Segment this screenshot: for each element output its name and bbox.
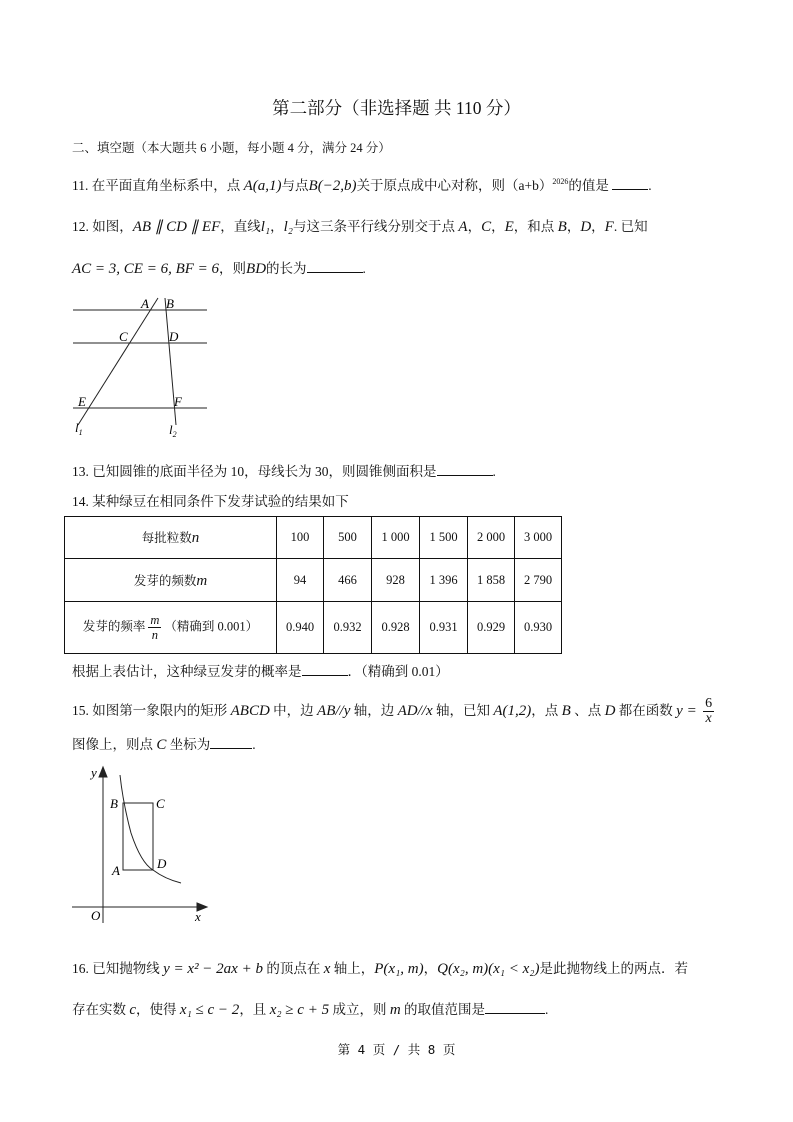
math-expression: C	[481, 219, 492, 235]
page-footer: 第 4 页 / 共 8 页	[337, 1042, 456, 1057]
text: 中，边	[269, 702, 318, 718]
table-cell: 1 396	[420, 559, 468, 602]
text: 存在实数	[72, 1002, 130, 1017]
text: ，直线	[220, 219, 261, 234]
text: ，	[423, 961, 438, 976]
text: ，点	[531, 702, 562, 718]
answer-blank	[210, 736, 252, 749]
table-cell: 1 858	[468, 559, 515, 602]
math-expression: Q(x₂, m)(x₁ < x₂)	[437, 961, 540, 977]
fraction-6-over-x: $\frac{6}{x}$	[705, 696, 713, 726]
label-origin: O	[91, 908, 101, 923]
text: ．（精确到 0.01）	[347, 664, 449, 679]
label-b: B	[110, 796, 118, 811]
row-header: 发芽的频数m	[65, 559, 277, 602]
label-d: D	[157, 856, 167, 871]
question-15-line2	[72, 733, 256, 754]
table-cell: 0.929	[468, 602, 515, 654]
math-expression: B	[557, 219, 567, 235]
table-cell: 100	[277, 517, 324, 559]
text: 成立，则	[329, 1002, 390, 1017]
label-c: C	[119, 329, 128, 344]
question-14	[72, 490, 349, 510]
text: 根据上表估计，这种绿豆发芽的概率是	[72, 664, 302, 679]
question-15-text	[72, 703, 697, 718]
table-row	[65, 517, 562, 559]
table-row	[65, 559, 562, 602]
superscript: 2026	[552, 177, 569, 186]
text: . 已知	[613, 219, 648, 234]
page-title: 第二部分（非选择题 共 110 分）	[272, 98, 521, 118]
answer-blank	[302, 663, 348, 676]
text: ，且	[239, 1002, 270, 1017]
text: 的顶点在	[262, 961, 324, 976]
text: 15. 如图第一象限内的矩形	[72, 702, 231, 718]
text: 12. 如图，	[72, 219, 133, 234]
math-expression: l₂	[283, 219, 294, 235]
text: 轴，边	[350, 702, 398, 718]
text: 轴上，	[330, 961, 375, 976]
text: 的值是	[568, 178, 613, 193]
math-expression: BD	[246, 261, 267, 277]
text: 16. 已知抛物线	[72, 961, 164, 976]
math-expression: A(1,2)	[493, 702, 532, 719]
table-cell: 0.930	[515, 602, 562, 654]
text: 14. 某种绿豆在相同条件下发芽试验的结果如下	[72, 494, 349, 509]
fraction-m-over-n: $\frac{m}{n}$	[150, 613, 160, 642]
math-expression: AD//x	[397, 702, 433, 719]
text: ，	[467, 219, 482, 234]
label-c: C	[156, 796, 165, 811]
math-expression: P(x₁, m)	[374, 961, 424, 977]
text: ，	[591, 219, 605, 234]
question-13	[72, 460, 496, 480]
text: 坐标为	[166, 737, 211, 752]
table-cell: 2 790	[515, 559, 562, 602]
table-cell: 3 000	[515, 517, 562, 559]
math-expression: x₂ ≥ c + 5	[269, 1002, 330, 1018]
math-expression: A(a,1)	[243, 178, 282, 194]
table-cell: 0.931	[420, 602, 468, 654]
math-expression: c	[129, 1002, 137, 1018]
text: ，和点	[513, 219, 558, 234]
rectangle-abcd	[123, 803, 153, 870]
text: 的取值范围是	[400, 1002, 486, 1017]
table-cell: 2 000	[468, 517, 515, 559]
text: 与这三条平行线分别交于点	[293, 219, 459, 234]
answer-blank	[437, 463, 493, 476]
y-axis-arrow	[99, 767, 107, 777]
rectangle-hyperbola-figure	[65, 763, 215, 928]
label-a: A	[112, 863, 120, 878]
question-16-line2	[72, 998, 548, 1019]
text: 轴，已知	[432, 702, 494, 718]
label-l2: $l_2$	[169, 422, 177, 439]
table-cell: 1 500	[420, 517, 468, 559]
question-16-line1	[72, 957, 688, 978]
math-expression: C	[156, 737, 167, 753]
table-cell: 0.940	[277, 602, 324, 654]
label-d: D	[169, 329, 179, 344]
math-expression: D	[604, 702, 616, 719]
text: 11. 在平面直角坐标系中，点	[72, 178, 244, 193]
text: 关于原点成中心对称，则（a+b）	[356, 178, 553, 193]
table-cell: 94	[277, 559, 324, 602]
math-expression: AB ∥ CD ∥ EF	[132, 219, 221, 235]
label-l1: $l_1$	[75, 420, 83, 437]
math-expression: F	[604, 219, 614, 235]
question-12-line2	[72, 257, 366, 278]
math-expression: x	[323, 961, 331, 977]
section-heading: 二、填空题（本大题共 6 小题，每小题 4 分，满分 24 分）	[72, 141, 391, 155]
math-expression: m	[389, 1002, 401, 1018]
text: ，	[566, 219, 581, 234]
math-expression: B	[561, 702, 571, 719]
parallel-lines-figure	[65, 293, 215, 443]
text: 图像上，则点	[72, 737, 157, 752]
germination-table	[64, 516, 562, 654]
row-header: 每批粒数n	[65, 517, 277, 559]
math-expression: y =	[676, 702, 697, 719]
text: ，使得	[136, 1002, 180, 1017]
text: ，	[270, 219, 284, 234]
math-expression: E	[504, 219, 514, 235]
math-expression: A	[458, 219, 468, 235]
label-b: B	[166, 296, 174, 311]
math-expression: x₁ ≤ c − 2	[179, 1002, 240, 1018]
text: 与点	[281, 178, 309, 193]
label-a: A	[141, 296, 149, 311]
math-expression: y = x² − 2ax + b	[163, 961, 263, 977]
question-12-line1	[72, 215, 648, 236]
label-y: y	[91, 765, 97, 780]
question-15-line1	[72, 697, 717, 726]
text: .	[545, 1002, 549, 1017]
table-row	[65, 602, 562, 654]
table-cell: 928	[372, 559, 420, 602]
text: 13. 已知圆锥的底面半径为 10，母线长为 30，则圆锥侧面积是	[72, 464, 437, 479]
label-x: x	[195, 909, 201, 924]
text: ，	[491, 219, 505, 234]
table-cell: 0.928	[372, 602, 420, 654]
label-e: E	[78, 394, 86, 409]
math-expression: l₁	[260, 219, 271, 235]
math-expression: D	[580, 219, 592, 235]
question-11	[72, 174, 652, 195]
line-l1	[78, 298, 158, 425]
text: .	[362, 261, 366, 276]
text: 都在函数	[615, 702, 677, 718]
table-cell: 466	[324, 559, 372, 602]
math-expression: AC = 3, CE = 6, BF = 6	[72, 261, 220, 277]
row-header: 发芽的频率 $\frac{m}{n}$ （精确到 0.001）	[65, 602, 277, 654]
table-cell: 1 000	[372, 517, 420, 559]
math-expression: ABCD	[230, 702, 270, 719]
text: .	[648, 178, 652, 193]
answer-blank	[307, 260, 363, 273]
math-expression: AB//y	[317, 702, 351, 719]
text: ，则	[219, 261, 247, 276]
text: .	[492, 464, 496, 479]
text: 、点	[570, 702, 605, 718]
label-f: F	[174, 394, 182, 409]
text: .	[252, 737, 256, 752]
hyperbola-curve	[120, 775, 181, 883]
table-cell: 0.932	[324, 602, 372, 654]
table-cell: 500	[324, 517, 372, 559]
text: 是此抛物线上的两点．若	[539, 961, 689, 976]
text: 的长为	[266, 261, 307, 276]
answer-blank	[612, 177, 648, 190]
answer-blank	[485, 1001, 545, 1014]
math-expression: B(−2,b)	[308, 178, 357, 194]
question-14-followup	[72, 660, 449, 680]
